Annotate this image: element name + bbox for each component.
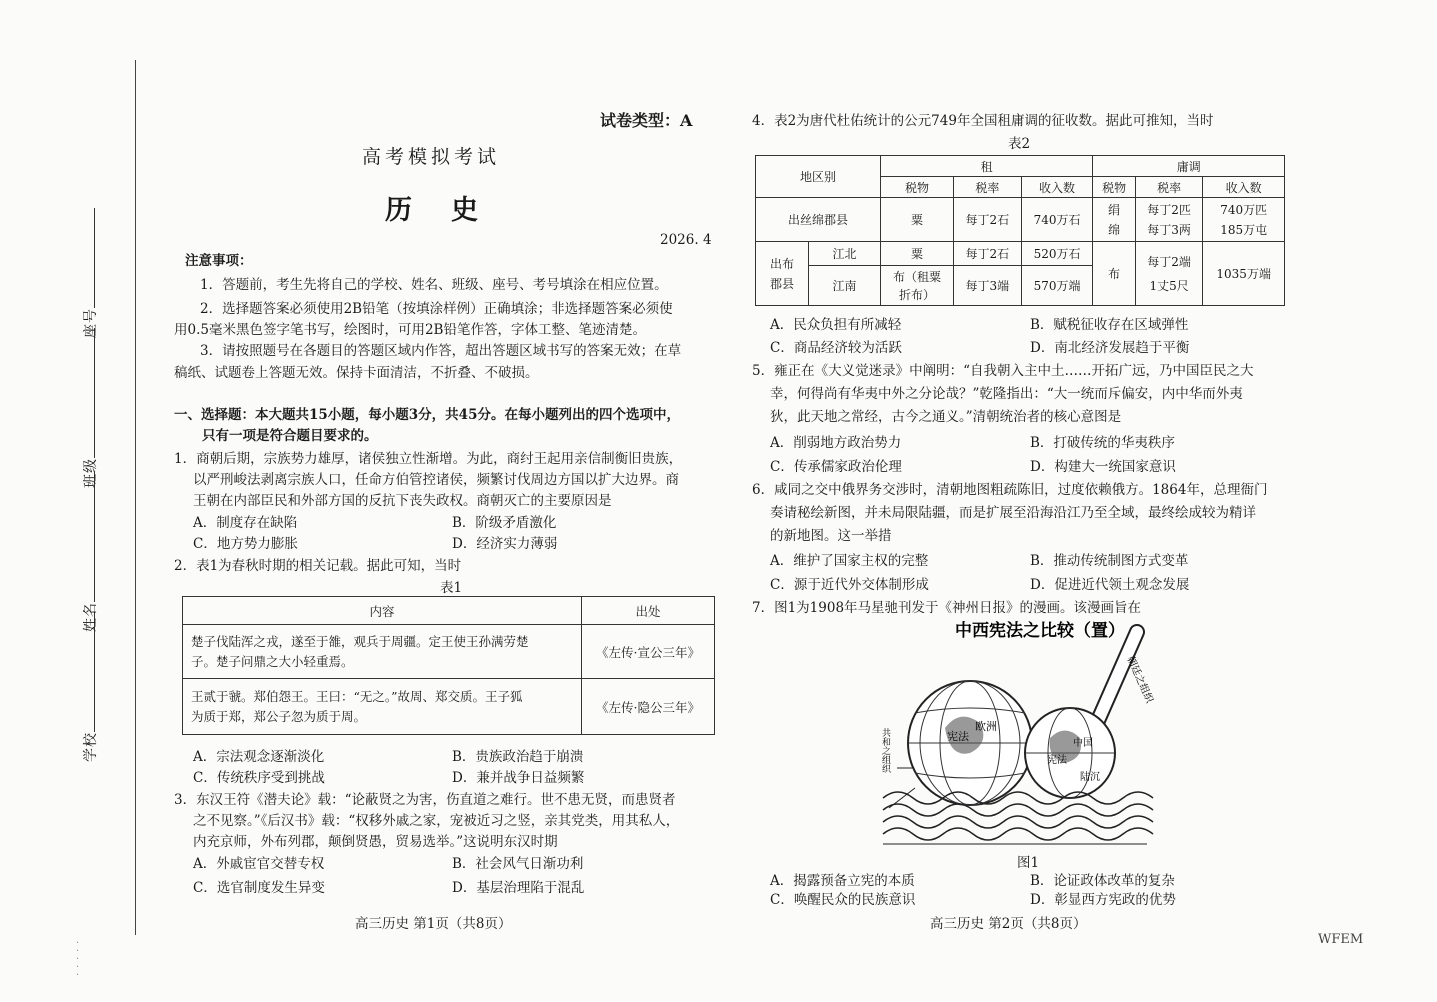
option: A．削弱地方政治势力 [770, 435, 902, 451]
table-cell: 王贰于虢。郑伯怨王。王曰：“无之。”故周、郑交质。王子狐 为质于郑，郑公子忽为质于周。 [183, 679, 582, 735]
class-field: 班级 [80, 328, 100, 488]
cartoon-title: 中西宪法之比较（置） [955, 621, 1125, 641]
table-header: 地区别 [756, 156, 881, 198]
table-cell: 楚子伐陆浑之戎，遂至于雒，观兵于周疆。定王使王孙满劳楚 子。楚子问鼎之大小轻重焉。 [183, 625, 582, 679]
right-globe-icon [1025, 708, 1115, 798]
option: A．制度存在缺陷 [193, 515, 298, 531]
question-text: 7．图1为1908年马星驰刊发于《神州日报》的漫画。该漫画旨在 [752, 600, 1142, 616]
svg-text:欧洲: 欧洲 [975, 720, 997, 733]
table-caption: 表2 [1008, 136, 1031, 152]
table-cell: 570万端 [1021, 266, 1093, 306]
option: B．论证政体改革的复杂 [1030, 873, 1175, 889]
question-text: 狄，此天地之常经，古今之通义。”清朝统治者的核心意图是 [770, 409, 1122, 425]
option: C．地方势力膨胀 [193, 536, 298, 552]
question-text: 2．表1为春秋时期的相关记载。据此可知，当时 [174, 558, 462, 574]
table-cell: 740万石 [1021, 198, 1093, 242]
table-cell: 出布 郡县 [756, 242, 809, 306]
table-caption: 表1 [440, 580, 463, 596]
question-text: 奏请秘绘新图，并未局限陆疆，而是扩展至沿海沿江乃至全域，最终绘成较为精详 [770, 505, 1256, 521]
exam-date: 2026. 4 [660, 232, 712, 248]
table-header: 税率 [954, 177, 1022, 198]
table-cell: 每丁2石 [954, 198, 1022, 242]
option: B．社会风气日渐功利 [452, 856, 584, 872]
option: C．传承儒家政治伦理 [770, 459, 902, 475]
left-side-label: 共和之组织 [880, 728, 890, 773]
table-header: 收入数 [1021, 177, 1093, 198]
cartoon-illustration [875, 618, 1155, 850]
option: D．促进近代领土观念发展 [1030, 577, 1190, 593]
section-heading: 一、选择题：本大题共15小题，每小题3分，共45分。在每小题列出的四个选项中， [174, 407, 680, 423]
figure-caption: 图1 [1017, 855, 1040, 871]
watermark: WFEM [1318, 932, 1364, 947]
question-text: 之不见察。”《后汉书》载：“权移外戚之家，宠被近习之竖，亲其党类，用其私人， [193, 813, 680, 829]
table-cell: 粟 [880, 198, 953, 242]
subject-title: 历 史 [385, 195, 484, 226]
svg-text:宪法: 宪法 [947, 730, 969, 743]
left-globe-icon [908, 681, 1032, 805]
cartoon-figure [875, 618, 1155, 850]
option: B．阶级矛盾激化 [452, 515, 557, 531]
seat-field: 座号 [80, 208, 100, 338]
table-cell: 520万石 [1021, 242, 1093, 266]
question-text: 的新地图。这一举措 [770, 528, 892, 544]
option: B．推动传统制图方式变革 [1030, 553, 1189, 569]
table-header: 税物 [1093, 177, 1135, 198]
binding-line [135, 60, 136, 935]
option: D．基层治理陷于混乱 [452, 880, 585, 896]
option: A．维护了国家主权的完整 [770, 553, 929, 569]
option: A．宗法观念逐渐淡化 [193, 749, 325, 765]
pen-label: 朝廷之组织 [1124, 654, 1155, 705]
table-cell: 每丁2匹 每丁3两 [1135, 198, 1203, 242]
notice-line: 2．选择题答案必须使用2B铅笔（按填涂样例）正确填涂；非选择题答案必须使 [200, 301, 673, 317]
table-cell: 布 [1093, 242, 1135, 306]
notice-line: 用0.5毫米黑色签字笔书写，绘图时，可用2B铅笔作答，字体工整、笔迹清楚。 [174, 322, 646, 338]
option: A．揭露预备立宪的本质 [770, 873, 915, 889]
option: D．南北经济发展趋于平衡 [1030, 340, 1190, 356]
notice-line: 3．请按照题号在各题目的答题区域内作答，超出答题区域书写的答案无效；在草 [200, 343, 682, 359]
paper-type: 试卷类型：A [600, 111, 693, 130]
table-header: 庸调 [1093, 156, 1285, 177]
name-field: 姓名 [80, 472, 100, 632]
table-cell: 布（租粟 折布） [880, 266, 953, 306]
option: C．传统秩序受到挑战 [193, 770, 325, 786]
option: D．经济实力薄弱 [452, 536, 558, 552]
notice-line: 稿纸、试题卷上答题无效。保持卡面清洁，不折叠、不破损。 [174, 365, 539, 381]
option: B．打破传统的华夷秩序 [1030, 435, 1175, 451]
page-footer: 高三历史 第2页（共8页） [930, 916, 1087, 932]
table-cell: 绢 绵 [1093, 198, 1135, 242]
table-header: 税率 [1135, 177, 1203, 198]
table-cell: 粟 [880, 242, 953, 266]
table-cell: 每丁3端 [954, 266, 1022, 306]
table-cell: 1035万端 [1203, 242, 1285, 306]
table-cell: 江南 [809, 266, 881, 306]
svg-text:陆沉: 陆沉 [1080, 772, 1100, 783]
school-field: 学校 [80, 612, 100, 762]
table-cell: 出丝绵郡县 [756, 198, 881, 242]
page-footer: 高三历史 第1页（共8页） [355, 916, 512, 932]
table-cell: 每丁2石 [954, 242, 1022, 266]
svg-text:宪法: 宪法 [1047, 755, 1067, 766]
svg-text:中国: 中国 [1073, 738, 1093, 749]
option: B．贵族政治趋于崩溃 [452, 749, 584, 765]
option: D．彰显西方宪政的优势 [1030, 892, 1176, 908]
option: A．民众负担有所减轻 [770, 317, 902, 333]
option: C．选官制度发生异变 [193, 880, 325, 896]
exam-title: 高考模拟考试 [362, 146, 501, 168]
table-2 [755, 155, 1285, 306]
question-text: 以严刑峻法剥离宗族人口，任命方伯管控诸侯，频繁讨伐周边方国以扩大边界。商 [193, 472, 679, 488]
question-text: 内充京师，外布列郡，颠倒贤愚，贸易选举。”这说明东汉时期 [193, 834, 558, 850]
option: C．源于近代外交体制形成 [770, 577, 929, 593]
question-text: 王朝在内部臣民和外部方国的反抗下丧失政权。商朝灭亡的主要原因是 [193, 493, 612, 509]
table-cell: 每丁2端 1丈5尺 [1135, 242, 1203, 306]
table-header: 内容 [183, 597, 582, 625]
option: D．兼并战争日益频繁 [452, 770, 585, 786]
table-header: 出处 [582, 597, 715, 625]
option: C．商品经济较为活跃 [770, 340, 902, 356]
table-1 [182, 596, 715, 735]
table-cell: 《左传·隐公三年》 [582, 679, 715, 735]
question-text: 3．东汉王符《潜夫论》载：“论蔽贤之为害，伤直道之难行。世不患无贤，而患贤者 [174, 792, 676, 808]
table-header: 税物 [880, 177, 953, 198]
option: D．构建大一统国家意识 [1030, 459, 1176, 475]
question-text: 1．商朝后期，宗族势力雄厚，诸侯独立性渐增。为此，商纣王起用亲信制衡旧贵族， [174, 451, 683, 467]
table-header: 租 [880, 156, 1093, 177]
notice-line: 1．答题前，考生先将自己的学校、姓名、班级、座号、考号填涂在相应位置。 [200, 277, 668, 293]
option: A．外戚宦官交替专权 [193, 856, 325, 872]
section-heading: 只有一项是符合题目要求的。 [202, 428, 378, 444]
table-cell: 740万匹 185万屯 [1203, 198, 1285, 242]
notice-title: 注意事项： [185, 253, 253, 269]
waves-icon [883, 792, 1153, 844]
question-text: 幸，何得尚有华夷中外之分论哉？”乾隆指出：“大一统而斥偏安，内中华而外夷 [770, 386, 1243, 402]
option: C．唤醒民众的民族意识 [770, 892, 916, 908]
question-text: 6．咸同之交中俄界务交涉时，清朝地图粗疏陈旧，过度依赖俄方。1864年，总理衙门 [752, 482, 1268, 498]
table-header: 收入数 [1203, 177, 1285, 198]
table-cell: 《左传·宣公三年》 [582, 625, 715, 679]
option: B．赋税征收存在区域弹性 [1030, 317, 1189, 333]
question-text: 5．雍正在《大义觉迷录》中阐明：“自我朝入主中土……开拓广远，乃中国臣民之大 [752, 363, 1254, 379]
question-text: 4．表2为唐代杜佑统计的公元749年全国租庸调的征收数。据此可推知，当时 [752, 113, 1214, 129]
table-cell: 江北 [809, 242, 881, 266]
margin-dots: · · · · · [76, 938, 80, 981]
